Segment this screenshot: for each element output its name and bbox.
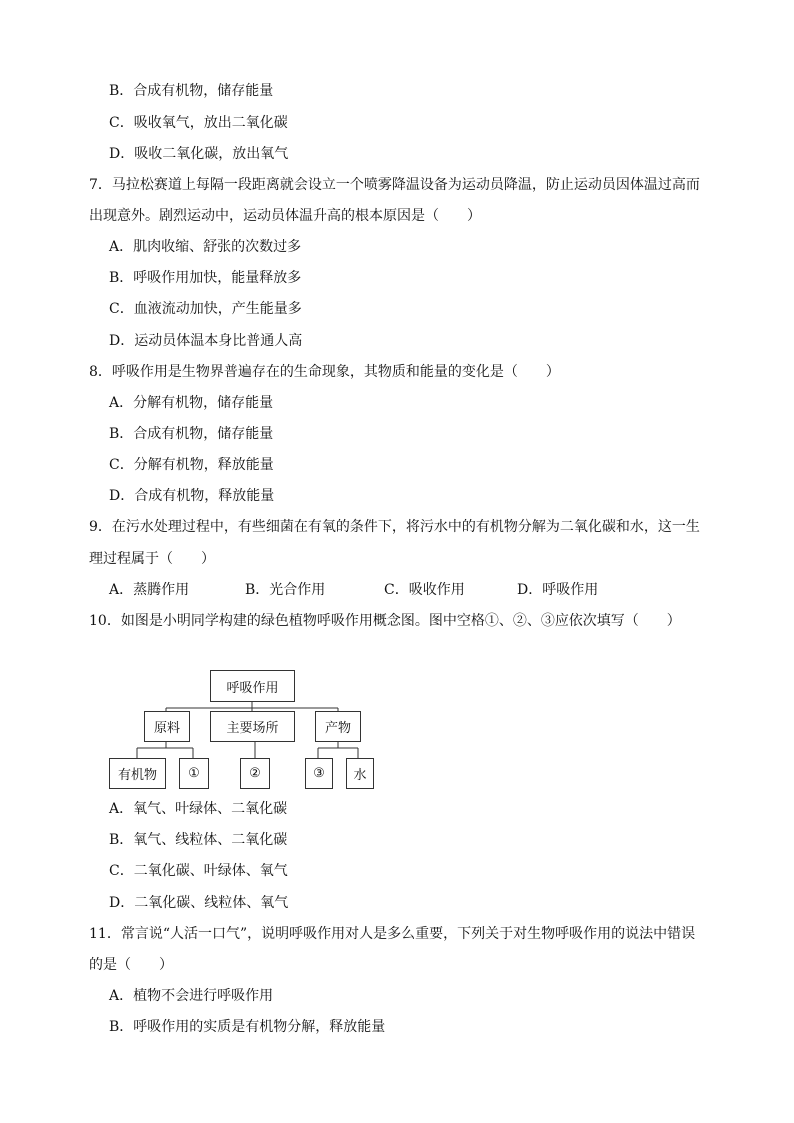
q8-option-d: D．合成有机物，释放能量 [109,488,275,504]
diagram-leaf-organic-matter: 有机物 [109,758,166,789]
q9-stem-line1: 9．在污水处理过程中，有些细菌在有氧的条件下，将污水中的有机物分解为二氧化碳和水，这一生 [89,519,700,535]
q8-option-b: B．合成有机物，储存能量 [109,426,274,442]
q7-option-d: D．运动员体温本身比普通人高 [109,333,303,349]
diagram-leaf-blank-1: ① [179,758,209,789]
q6-option-b: B．合成有机物，储存能量 [109,83,274,99]
q7-stem-line2: 出现意外。剧烈运动中，运动员体温升高的根本原因是（ ） [89,208,481,224]
q9-option-a: A．蒸腾作用 [109,582,190,598]
concept-map-diagram [108,668,376,792]
q7-option-a: A．肌肉收缩、舒张的次数过多 [109,239,302,255]
q11-option-a: A．植物不会进行呼吸作用 [109,988,274,1004]
q11-stem-line2: 的是（ ） [89,957,173,973]
q10-option-b: B．氧气、线粒体、二氧化碳 [109,832,288,848]
q11-option-b: B．呼吸作用的实质是有机物分解，释放能量 [109,1019,386,1035]
diagram-root-box: 呼吸作用 [210,670,295,702]
q11-stem-line1: 11．常言说“人活一口气”，说明呼吸作用对人是多么重要，下列关于对生物呼吸作用的说法中错误 [89,926,696,942]
q9-option-b: B．光合作用 [245,582,326,598]
q10-option-a: A．氧气、叶绿体、二氧化碳 [109,801,288,817]
q9-option-c: C．吸收作用 [384,582,465,598]
q7-option-c: C．血液流动加快，产生能量多 [109,301,302,317]
q6-option-c: C．吸收氧气，放出二氧化碳 [109,115,288,131]
q7-stem-line1: 7．马拉松赛道上每隔一段距离就会设立一个喷雾降温设备为运动员降温，防止运动员因体温过高而 [89,177,700,193]
q9-stem-line2: 理过程属于（ ） [89,551,215,567]
q10-option-d: D．二氧化碳、线粒体、氧气 [109,895,289,911]
q10-option-c: C．二氧化碳、叶绿体、氧气 [109,863,288,879]
q9-option-d: D．呼吸作用 [517,582,599,598]
diagram-branch-main-site: 主要场所 [210,711,295,742]
diagram-branch-products: 产物 [315,711,361,742]
diagram-leaf-blank-3: ③ [305,758,333,789]
q7-option-b: B．呼吸作用加快，能量释放多 [109,270,302,286]
diagram-branch-raw-materials: 原料 [144,711,190,742]
q6-option-d: D．吸收二氧化碳，放出氧气 [109,146,289,162]
q8-stem: 8．呼吸作用是生物界普遍存在的生命现象，其物质和能量的变化是（ ） [89,364,560,380]
q10-stem: 10．如图是小明同学构建的绿色植物呼吸作用概念图。图中空格①、②、③应依次填写（ ） [89,613,681,629]
diagram-leaf-blank-2: ② [240,758,270,789]
q8-option-c: C．分解有机物，释放能量 [109,457,274,473]
diagram-leaf-water: 水 [346,758,374,789]
q8-option-a: A．分解有机物，储存能量 [109,395,274,411]
